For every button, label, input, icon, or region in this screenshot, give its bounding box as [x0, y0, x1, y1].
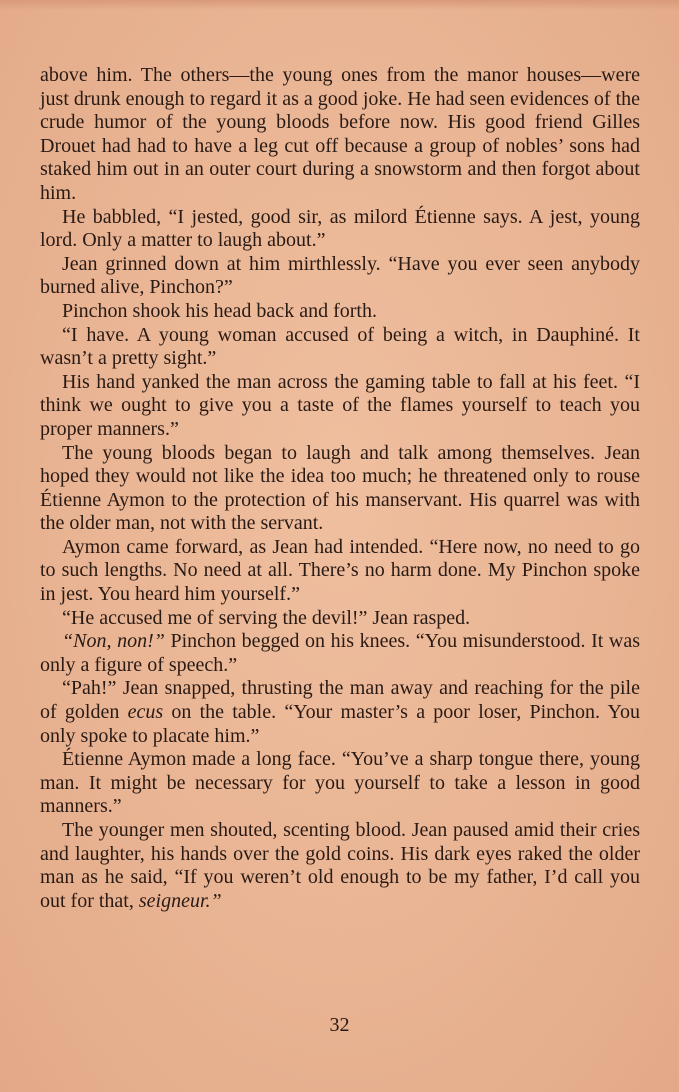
paragraph-2: He babbled, “I jested, good sir, as milord Étienne says. A jest, young lord. Only a matter to laugh about.” [40, 205, 640, 252]
paragraph-11-after: on the table. “Your master’s a poor loser, Pinchon. You only spoke to placate him.” [40, 701, 640, 747]
paragraph-13-text: The younger men shouted, scenting blood. Jean paused amid their cries and laughter, his hands over the gold coins. His dark eyes raked the older man as he said, “If you weren’t old enough to be my father, I’d call you out for that, [40, 819, 640, 912]
paragraph-5: “I have. A young woman accused of being a witch, in Dauphiné. It wasn’t a pretty sight.” [40, 323, 640, 370]
paragraph-11 [40, 677, 640, 748]
paragraph-10 [40, 630, 640, 677]
paragraph-9: “He accused me of serving the devil!” Jean rasped. [62, 606, 471, 629]
page-number: 32 [329, 1014, 350, 1036]
paragraph-10-rest: Pinchon begged on his knees. “You misunderstood. It was only a figure of speech.” [40, 630, 641, 676]
paragraph-11-italic: ecus [127, 701, 164, 724]
paragraph-12: Étienne Aymon made a long face. “You’ve a sharp tongue there, young man. It might be necessary for you yourself to take a lesson in good manners.” [40, 748, 640, 818]
paragraph-3: Jean grinned down at him mirthlessly. “Have you ever seen anybody burned alive, Pinchon?” [40, 252, 640, 299]
paragraph-11-before: “Pah!” Jean snapped, thrusting the man away and reaching for the pile of golden [40, 677, 640, 724]
paragraph-6: His hand yanked the man across the gaming table to fall at his feet. “I think we ought to give you a taste of the flames yourself to teach you proper manners.” [40, 370, 640, 440]
paragraph-13 [40, 819, 640, 913]
paragraph-7: The young bloods began to laugh and talk among themselves. Jean hoped they would not like the idea too much; he threatened only to rouse Étienne Aymon to the protection of his manservant. His quarrel was with the older man, not with the servant. [40, 441, 640, 535]
paragraph-4: Pinchon shook his head back and forth. [62, 299, 377, 322]
paragraph-13-italic: seigneur.” [138, 889, 222, 912]
page-top-edge [0, 0, 679, 10]
body-text [40, 64, 640, 913]
paragraph-8: Aymon came forward, as Jean had intended. “Here now, no need to go to such lengths. No need at all. There’s no harm done. My Pinchon spoke in jest. You heard him yourself.” [40, 535, 640, 606]
paragraph-1: above him. The others—the young ones from the manor houses—were just drunk enough to regard it as a good joke. He had seen evidences of the crude humor of the young bloods before now. His good friend Gilles Drouet had had to have a leg cut off because a group of nobles’ sons had staked him out in an outer court during a snowstorm and then forgot about him. [40, 64, 640, 204]
paragraph-10-italic: “Non, non!” [62, 630, 165, 653]
